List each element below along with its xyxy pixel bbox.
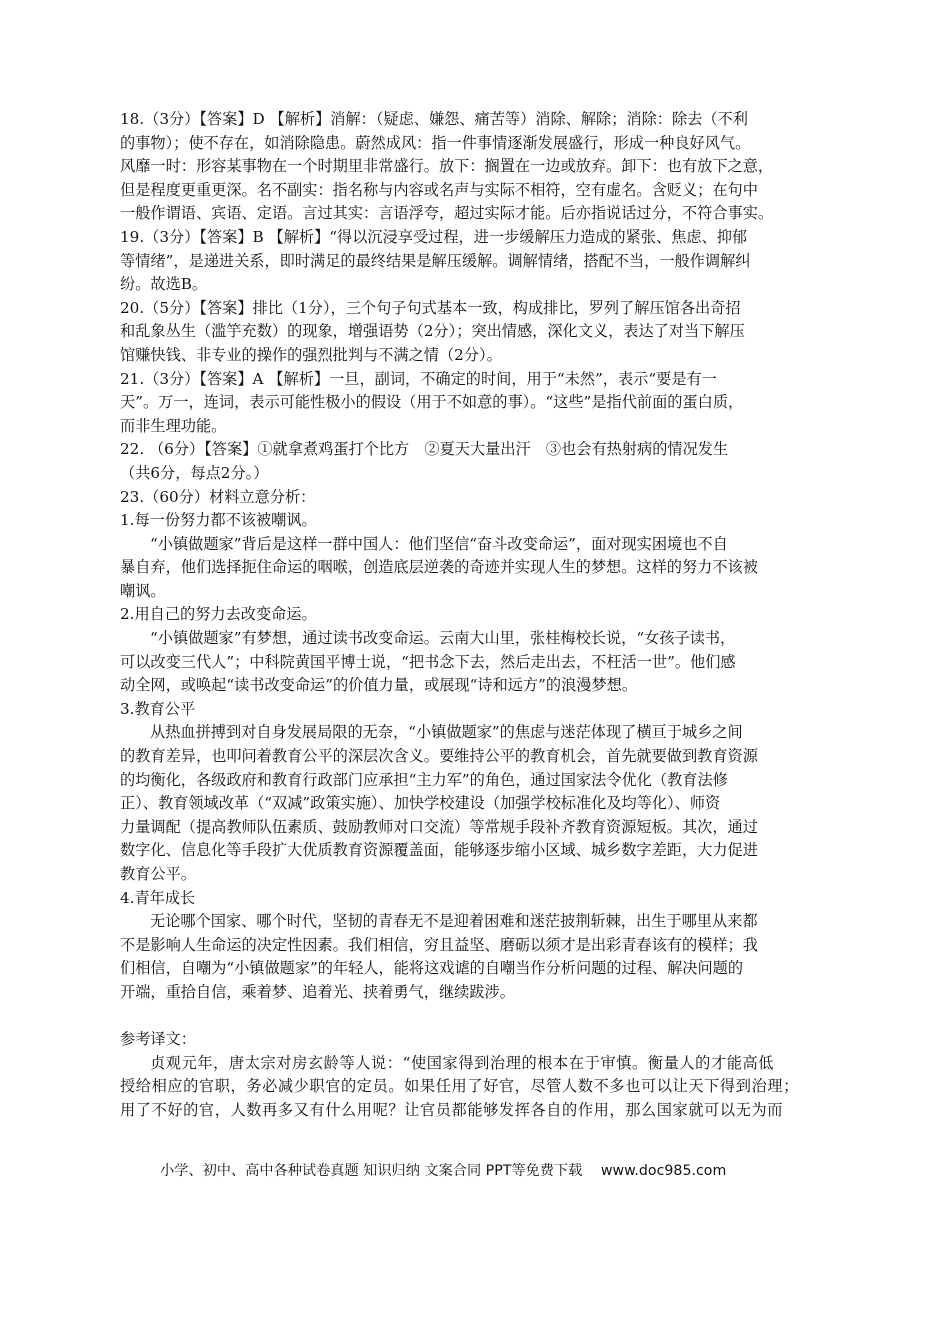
answer-line: 20.（5分）【答案】排比（1分），三个句子句式基本一致，构成排比，罗列了解压馆各出奇招	[120, 298, 741, 317]
answer-line: 们相信，自嘲为“小镇做题家”的年轻人，能将这戏谑的自嘲当作分析问题的过程、解决问题的	[120, 959, 744, 978]
answer-line: 正）、教育领域改革（“双减”政策实施）、加快学校建设（加强学校标准化及均等化）、师资	[120, 794, 721, 813]
reference-translation	[120, 1052, 838, 1123]
answer-line: 的事物）；使不存在，如消除隐患。蔚然成风：指一件事情逐渐发展盛行，形成一种良好风气。	[120, 133, 751, 152]
answer-line: 风靡一时：形容某事物在一个时期里非常盛行。放下：搁置在一边或放弃。卸下：也有放下之意，	[120, 157, 774, 176]
footer-text: 小学、初中、高中各种试卷真题 知识归纳 文案合同 PPT等免费下载	[160, 1163, 583, 1179]
answer-line: 馆赚快钱、非专业的操作的强烈批判与不满之情（2分）。	[120, 345, 502, 364]
answer-line: 但是程度更重更深。名不副实：指名称与内容或名声与实际不相符，空有虚名。含贬义；在句中	[120, 180, 758, 199]
answer-line: “小镇做题家”背后是这样一群中国人：他们坚信“奋斗改变命运”，面对现实困境也不自	[150, 534, 728, 553]
footer-url[interactable]: www.doc985.com	[600, 1163, 727, 1179]
answer-line: 动全网，或唤起“读书改变命运”的价值力量，或展现“诗和远方”的浪漫梦想。	[120, 676, 638, 695]
answer-line: 纷。故选B。	[120, 275, 208, 294]
answer-line: 可以改变三代人”；中科院黄国平博士说，“把书念下去，然后走出去，不枉活一世”。他们感	[120, 652, 736, 671]
answer-line: 23.（60分）材料立意分析：	[120, 487, 316, 506]
answer-line: 等情绪”，是递进关系，即时满足的最终结果是解压缓解。调解情绪，搭配不当，一般作调解纠	[120, 251, 751, 270]
reference-heading: 参考译文：	[120, 1030, 196, 1049]
answer-line: 22. （6分）【答案】①就拿煮鸡蛋打个比方 ②夏天大量出汗 ③也会有热射病的情况发生	[120, 440, 729, 459]
answer-line: 4.青年成长	[120, 888, 196, 907]
answer-line: 的教育差异，也叩问着教育公平的深层次含义。要维持公平的教育机会，首先就要做到教育资源	[120, 747, 758, 766]
reference-line: 贞观元年，唐太宗对房玄龄等人说：“使国家得到治理的根本在于审慎。衡量人的才能高低	[150, 1053, 775, 1072]
answer-line: 而非生理功能。	[120, 416, 227, 435]
document-body	[120, 108, 838, 1123]
page-footer	[160, 1160, 860, 1180]
answer-line: 和乱象丛生（滥竽充数）的现象，增强语势（2分）；突出情感，深化文义，表达了对当下解压	[120, 322, 745, 341]
answer-line: 18.（3分）【答案】D 【解析】消解：（疑虑、嫌怨、痛苦等）消除、解除；消除：除去（不利	[120, 110, 748, 128]
reference-line: 授给相应的官职，务必减少职官的定员。如果任用了好官，尽管人数不多也可以让天下得到治理；	[120, 1077, 799, 1096]
answer-line: 力量调配（提高教师队伍素质、鼓励教师对口交流）等常规手段补齐教育资源短板。其次，通过	[120, 817, 758, 836]
answer-line: 21.（3分）【答案】A 【解析】一旦，副词，不确定的时间，用于“未然”，表示“要是有一	[120, 369, 717, 388]
answer-line: 的均衡化，各级政府和教育行政部门应承担“主力军”的角色，通过国家法令优化（教育法修	[120, 770, 728, 789]
answer-line: 嘲讽。	[120, 581, 166, 600]
answer-line: 一般作谓语、宾语、定语。言过其实：言语浮夸，超过实际才能。后亦指说话过分，不符合事实。	[120, 204, 774, 223]
answer-line: 不是影响人生命运的决定性因素。我们相信，穷且益坚、磨砺以须才是出彩青春该有的模样；我	[120, 935, 758, 954]
answer-line: 天”。万一，连词，表示可能性极小的假设（用于不如意的事）。“这些”是指代前面的蛋白质，	[120, 393, 744, 412]
answer-line: 数字化、信息化等手段扩大优质教育资源覆盖面，能够逐步缩小区域、城乡数字差距，大力促进	[120, 841, 758, 860]
answer-line: 无论哪个国家、哪个时代，坚韧的青春无不是迎着困难和迷茫披荆斩棘，出生于哪里从来都	[150, 912, 758, 931]
answer-line: 开端，重拾自信，乘着梦、追着光、挟着勇气，继续跋涉。	[120, 982, 515, 1001]
answer-section	[120, 108, 838, 1005]
reference-line: 用了不好的官，人数再多又有什么用呢？让官员都能够发挥各自的作用，那么国家就可以无为而	[120, 1100, 784, 1119]
answer-line: 暴自弃，他们选择扼住命运的咽喉，创造底层逆袭的奇迹并实现人生的梦想。这样的努力不该被	[120, 558, 758, 577]
answer-line: 3.教育公平	[120, 699, 196, 718]
answer-line: 2.用自己的努力去改变命运。	[120, 605, 317, 624]
answer-line: （共6分，每点2分。）	[120, 463, 269, 482]
section-gap	[120, 1005, 838, 1029]
answer-line: 从热血拼搏到对自身发展局限的无奈，“小镇做题家”的焦虑与迷茫体现了横亘于城乡之间	[150, 723, 743, 742]
answer-line: 教育公平。	[120, 865, 196, 883]
answer-line: “小镇做题家”有梦想，通过读书改变命运。云南大山里，张桂梅校长说，“女孩子读书，	[150, 629, 736, 648]
answer-line: 19.（3分）【答案】B 【解析】“得以沉浸享受过程，进一步缓解压力造成的紧张、焦虑、抑郁	[120, 227, 748, 246]
answer-line: 1.每一份努力都不该被嘲讽。	[120, 511, 317, 530]
